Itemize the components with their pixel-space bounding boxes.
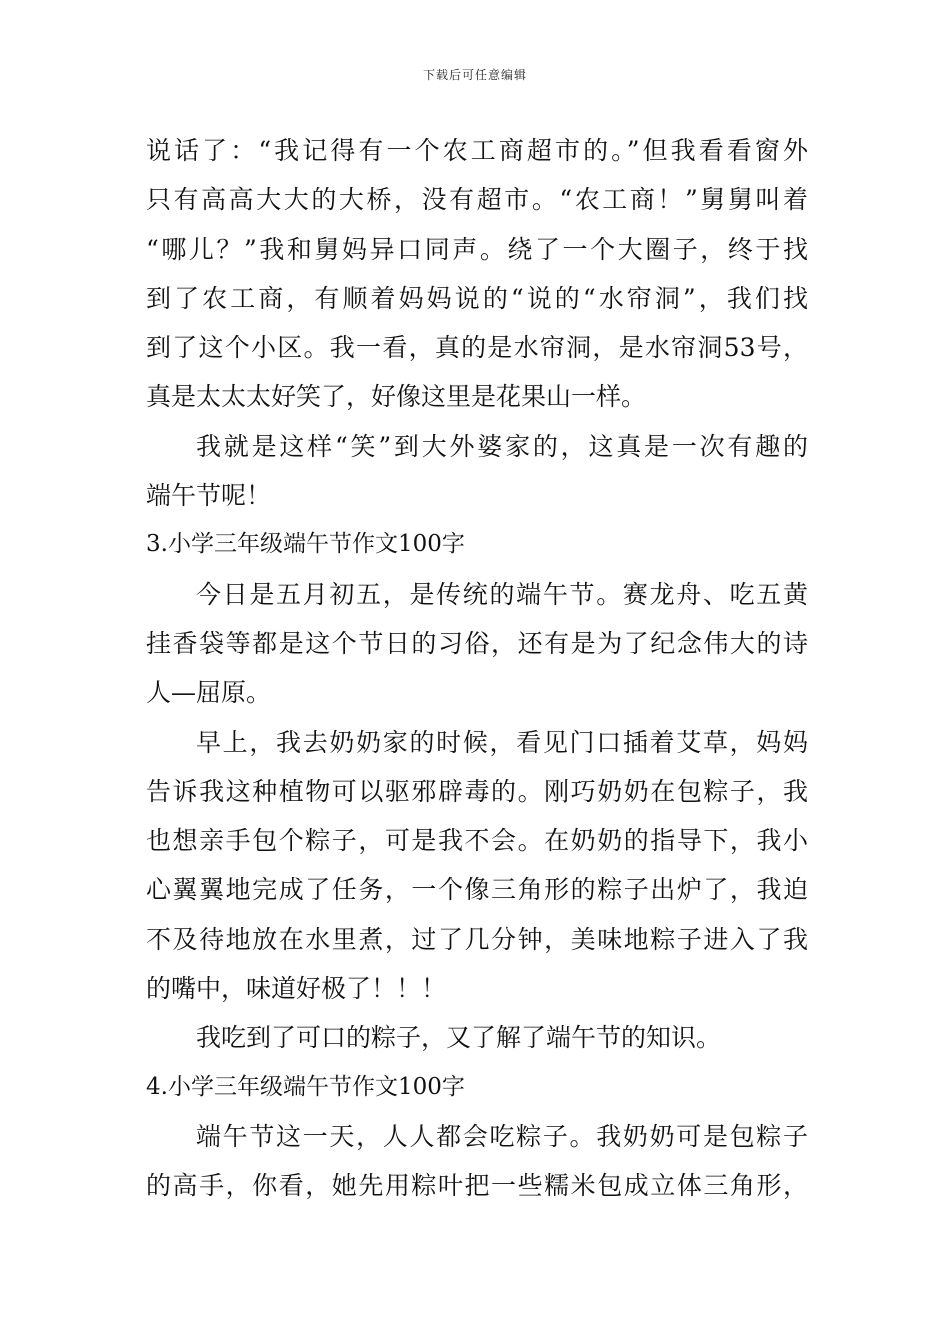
text-line: 端午节呢！ [146,481,272,511]
header-note: 下载后可任意编辑 [422,68,527,82]
text-line: 端午节这一天，人人都会吃粽子。我奶奶可是包粽子 [196,1121,808,1151]
text-line: 不及待地放在水里煮，过了几分钟，美味地粽子进入了我 [146,924,808,954]
text-line: 我就是这样“笑”到大外婆家的，这真是一次有趣的 [196,431,808,461]
text-line: 说话了：“我记得有一个农工商超市的。”但我看看窗外 [146,136,808,165]
section-heading: 4.小学三年级端午节作文100字 [146,1073,465,1100]
text-line: 真是太太太好笑了，好像这里是花果山一样。 [146,382,647,412]
text-line: 到了农工商，有顺着妈妈说的“说的“水帘洞”，我们找 [146,283,808,313]
text-line: 今日是五月初五，是传统的端午节。赛龙舟、吃五黄 [196,579,808,609]
text-line: 到了这个小区。我一看，真的是水帘洞，是水帘洞53号， [146,333,808,363]
text-line: 心翼翼地完成了任务，一个像三角形的粽子出炉了，我迫 [146,875,808,905]
text-line: 告诉我这种植物可以驱邪辟毒的。刚巧奶奶在包粽子，我 [146,776,808,806]
text-line: 我吃到了可口的粽子，又了解了端午节的知识。 [196,1023,722,1053]
text-line: 人—屈原。 [146,678,272,708]
document-body [146,126,808,1211]
text-line: “哪儿？”我和舅妈异口同声。绕了一个大圈子，终于找 [146,234,808,264]
text-line: 的高手，你看，她先用粽叶把一些糯米包成立体三角形， [146,1171,808,1201]
section-heading: 3.小学三年级端午节作文100字 [146,531,465,558]
text-line: 也想亲手包个粽子，可是我不会。在奶奶的指导下，我小 [146,826,808,856]
text-line: 挂香袋等都是这个节日的习俗，还有是为了纪念伟大的诗 [146,628,808,658]
text-line: 的嘴中，味道好极了！！！ [146,974,447,1004]
text-line: 早上，我去奶奶家的时候，看见门口插着艾草，妈妈 [196,727,808,757]
text-line: 只有高高大大的大桥，没有超市。“农工商！”舅舅叫着 [146,185,808,215]
